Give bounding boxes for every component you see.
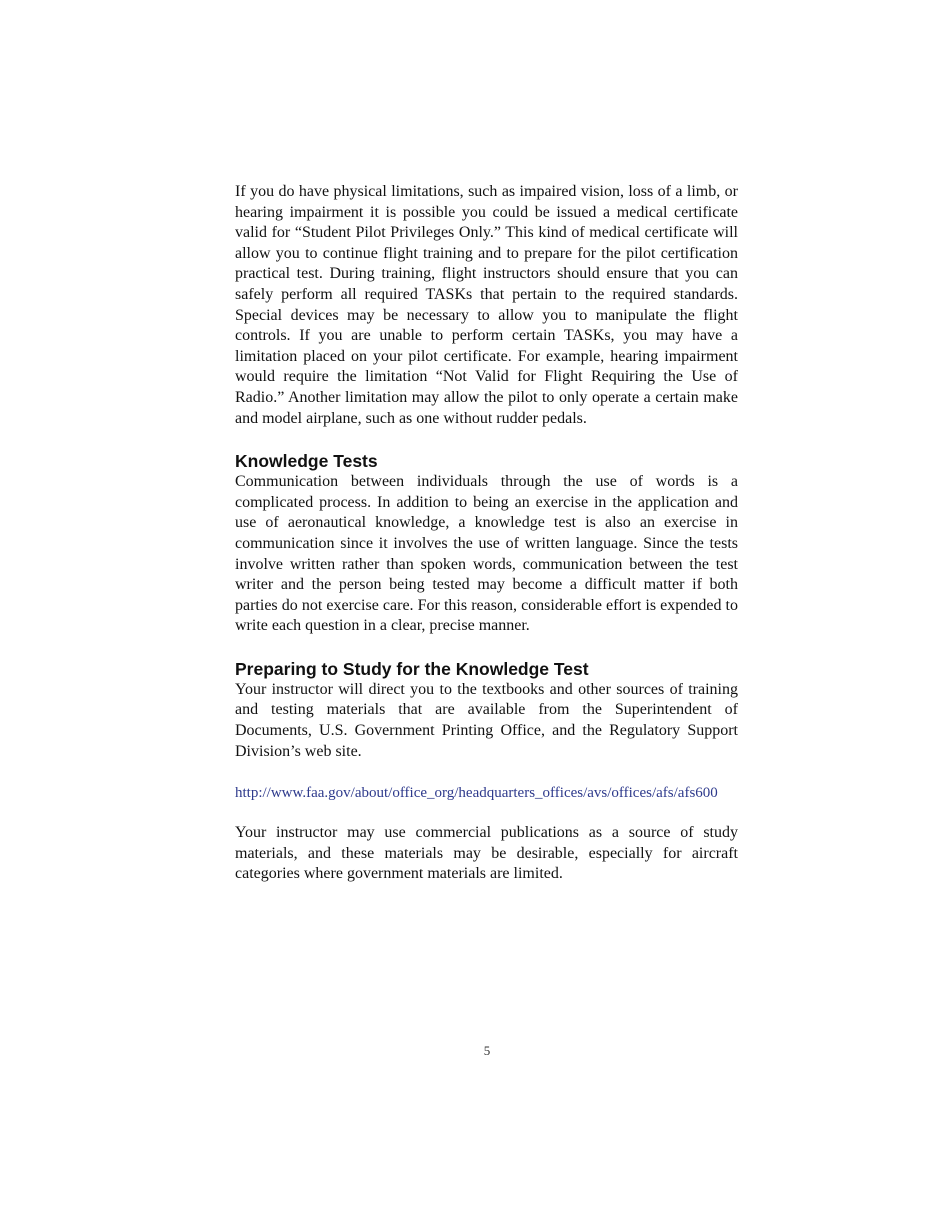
knowledge-tests-heading: Knowledge Tests <box>235 451 378 472</box>
knowledge-tests-paragraph: Communication between individuals through the use of words is a complicated process. In addition to being an exercise in the application and use of aeronautical knowledge, a knowledge test is also an exercise in communication since it involves the use of written language. Since the tests involve written rather than spoken words, communication between the test writer and the person being tested may become a difficult matter if both parties do not exercise care. For this reason, considerable effort is expended to write each question in a clear, precise manner. <box>235 473 738 635</box>
commercial-publications-paragraph: Your instructor may use commercial publications as a source of study materials, and these materials may be desirable, especially for aircraft categories where government materials are limited. <box>235 824 738 883</box>
page-number: 5 <box>483 1043 491 1058</box>
faa-afs600-link[interactable]: http://www.faa.gov/about/office_org/headquarters_offices/avs/offices/afs/afs600 <box>235 785 718 802</box>
preparing-to-study-paragraph: Your instructor will direct you to the textbooks and other sources of training and testing materials that are available from the Superintendent of Documents, U.S. Government Printing Office, and the Regulatory Support Division’s web site. <box>235 680 738 760</box>
preparing-to-study-heading: Preparing to Study for the Knowledge Test <box>235 658 589 679</box>
page-body <box>235 182 738 885</box>
physical-limitations-paragraph: If you do have physical limitations, such as impaired vision, loss of a limb, or hearing impairment it is possible you could be issued a medical certificate valid for “Student Pilot Privileges Only.” This kind of medical certificate will allow you to continue flight training and to prepare for the pilot certification practical test. During training, flight instructors should ensure that you can safely perform all required TASKs that pertain to the required standards. Special devices may be necessary to allow you to manipulate the flight controls. If you are unable to perform certain TASKs, you may have a limitation placed on your pilot certificate. For example, hearing impairment would require the limitation “Not Valid for Flight Requiring the Use of Radio.” Another limitation may allow the pilot to only operate a certain make and model airplane, such as one without rudder pedals. <box>235 183 738 427</box>
